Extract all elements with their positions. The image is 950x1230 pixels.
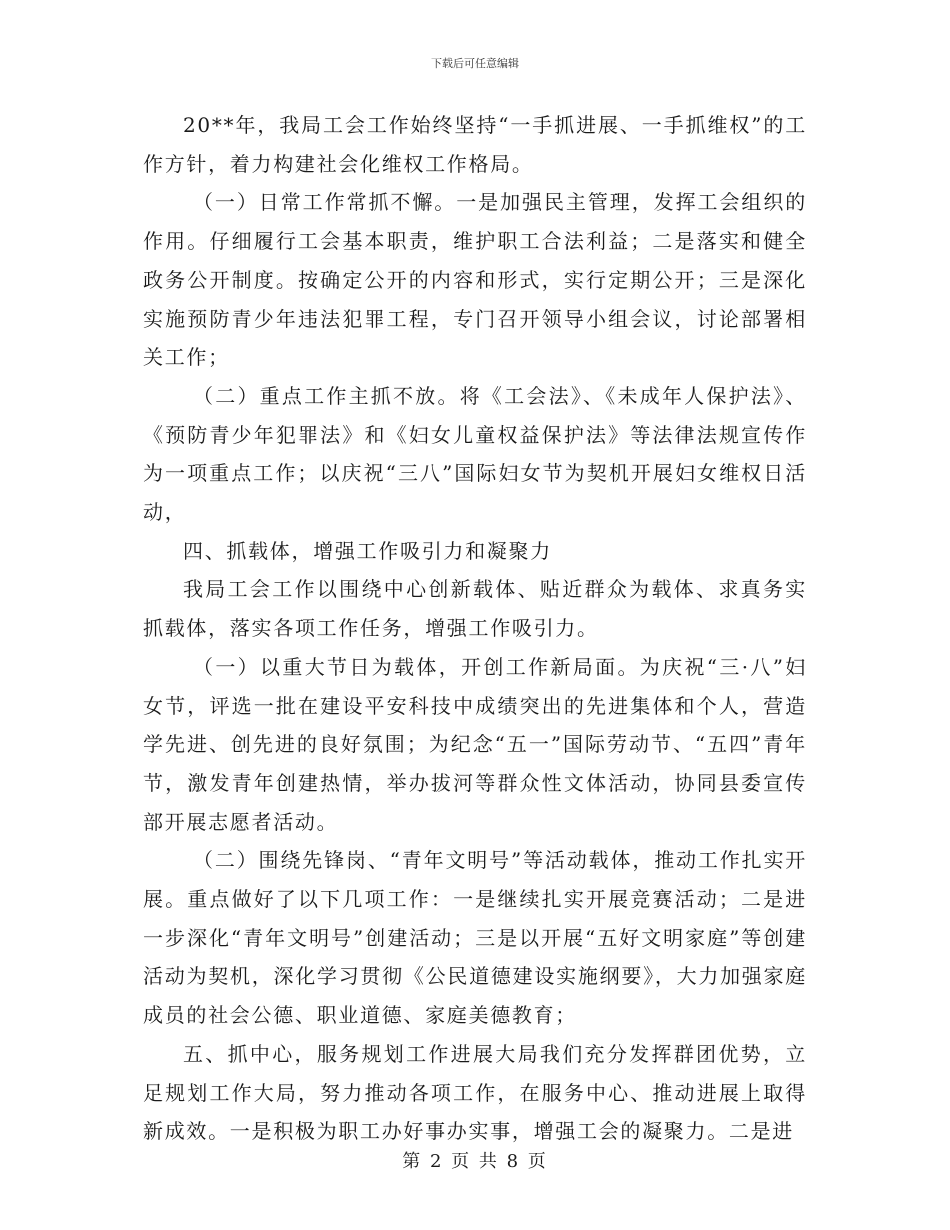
paragraph: （二）重点工作主抓不放。将《工会法》、《未成年人保护法》、《预防青少年犯罪法》和《妇女儿童权益保护法》等法律法规宣传作为一项重点工作；以庆祝“三八”国际妇女节为契机开展妇女维权日活动， [143,383,807,525]
paragraph: （一）以重大节日为载体，开创工作新局面。为庆祝“三·八”妇女节，评选一批在建设平安科技中成绩突出的先进集体和个人，营造学先进、创先进的良好氛围；为纪念“五一”国际劳动节、“五四”青年节，激发青年创建热情，举办拔河等群众性文体活动，协同县委宣传部开展志愿者活动。 [143,654,807,834]
header-note: 下载后可任意编辑 [431,57,519,70]
paragraph: （二）围绕先锋岗、“青年文明号”等活动载体，推动工作扎实开展。重点做好了以下几项工作：一是继续扎实开展竞赛活动；二是进一步深化“青年文明号”创建活动；三是以开展“五好文明家庭”等创建活动为契机，深化学习贯彻《公民道德建设实施纲要》，大力加强家庭成员的社会公德、职业道德、家庭美德教育； [143,848,807,1028]
paragraph: 我局工会工作以围绕中心创新载体、贴近群众为载体、求真务实抓载体，落实各项工作任务，增强工作吸引力。 [143,577,807,641]
document-body [143,106,807,1151]
paragraph: 20**年，我局工会工作始终坚持“一手抓进展、一手抓维权”的工作方针，着力构建社会化维权工作格局。 [143,113,807,176]
page-number: 第 2 页 共 8 页 [402,1151,548,1172]
paragraph: （一）日常工作常抓不懈。一是加强民主管理，发挥工会组织的作用。仔细履行工会基本职责，维护职工合法利益；二是落实和健全政务公开制度。按确定公开的内容和形式，实行定期公开；三是深化实施预防青少年违法犯罪工程，专门召开领导小组会议，讨论部署相关工作； [143,190,807,370]
paragraph: 五、抓中心，服务规划工作进展大局我们充分发挥群团优势，立足规划工作大局，努力推动各项工作，在服务中心、推动进展上取得新成效。一是积极为职工办好事办实事，增强工会的凝聚力。二是进 [143,1041,807,1144]
section-heading: 四、抓载体，增强工作吸引力和凝聚力 [183,538,552,563]
